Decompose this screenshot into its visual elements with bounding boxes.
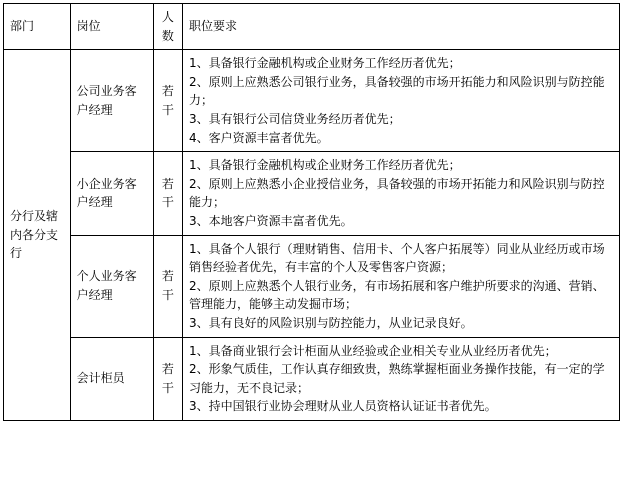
requirement-line: 3、具有良好的风险识别与防控能力，从业记录良好。 [188,315,473,330]
header-requirements: 职位要求 [182,4,619,50]
count-cell: 若干 [153,235,182,337]
requirements-cell [182,337,619,420]
department-cell: 分行及辖内各分支行 [4,50,71,421]
requirement-line: 1、具备银行金融机构或企业财务工作经历者优先； [188,158,461,173]
requirement-line: 1、具备个人银行（理财销售、信用卡、个人客户拓展等）同业从业经历或市场销售经验者优先，有丰富的个人及零售客户资源； [188,241,605,275]
table-row [4,235,620,337]
requirement-line: 2、原则上应熟悉公司银行业务，具备较强的市场开拓能力和风险识别与防控能力； [188,74,605,108]
table-header-row [4,4,620,50]
requirements-cell [182,235,619,337]
position-cell: 小企业务客户经理 [70,152,153,235]
header-count: 人数 [153,4,182,50]
requirement-line: 3、本地客户资源丰富者优先。 [188,213,353,228]
count-cell: 若干 [153,50,182,152]
requirement-line: 1、具备银行金融机构或企业财务工作经历者优先； [188,56,461,71]
requirement-line: 3、持中国银行业协会理财从业人员资格认证证书者优先。 [188,399,497,414]
requirements-cell [182,152,619,235]
requirement-line: 2、原则上应熟悉小企业授信业务，具备较强的市场开拓能力和风险识别与防控能力； [188,176,605,210]
count-cell: 若干 [153,152,182,235]
requirement-line: 1、具备商业银行会计柜面从业经验或企业相关专业从业经历者优先； [188,343,557,358]
position-cell: 个人业务客户经理 [70,235,153,337]
count-cell: 若干 [153,337,182,420]
requirement-line: 4、客户资源丰富者优先。 [188,130,329,145]
header-position: 岗位 [70,4,153,50]
position-cell: 公司业务客户经理 [70,50,153,152]
requirements-cell [182,50,619,152]
header-department: 部门 [4,4,71,50]
table-row [4,337,620,420]
table-row [4,152,620,235]
requirement-line: 2、原则上应熟悉个人银行业务，有市场拓展和客户维护所要求的沟通、营销、管理能力，能够主动发掘市场； [188,278,605,312]
requirement-line: 3、具有银行公司信贷业务经历者优先； [188,111,401,126]
job-requirements-table [3,3,620,421]
requirement-line: 2、形象气质佳，工作认真存细致贵，熟练掌握柜面业务操作技能，有一定的学习能力，无不良记录； [188,362,605,395]
position-cell: 会计柜员 [70,337,153,420]
table-row [4,50,620,152]
